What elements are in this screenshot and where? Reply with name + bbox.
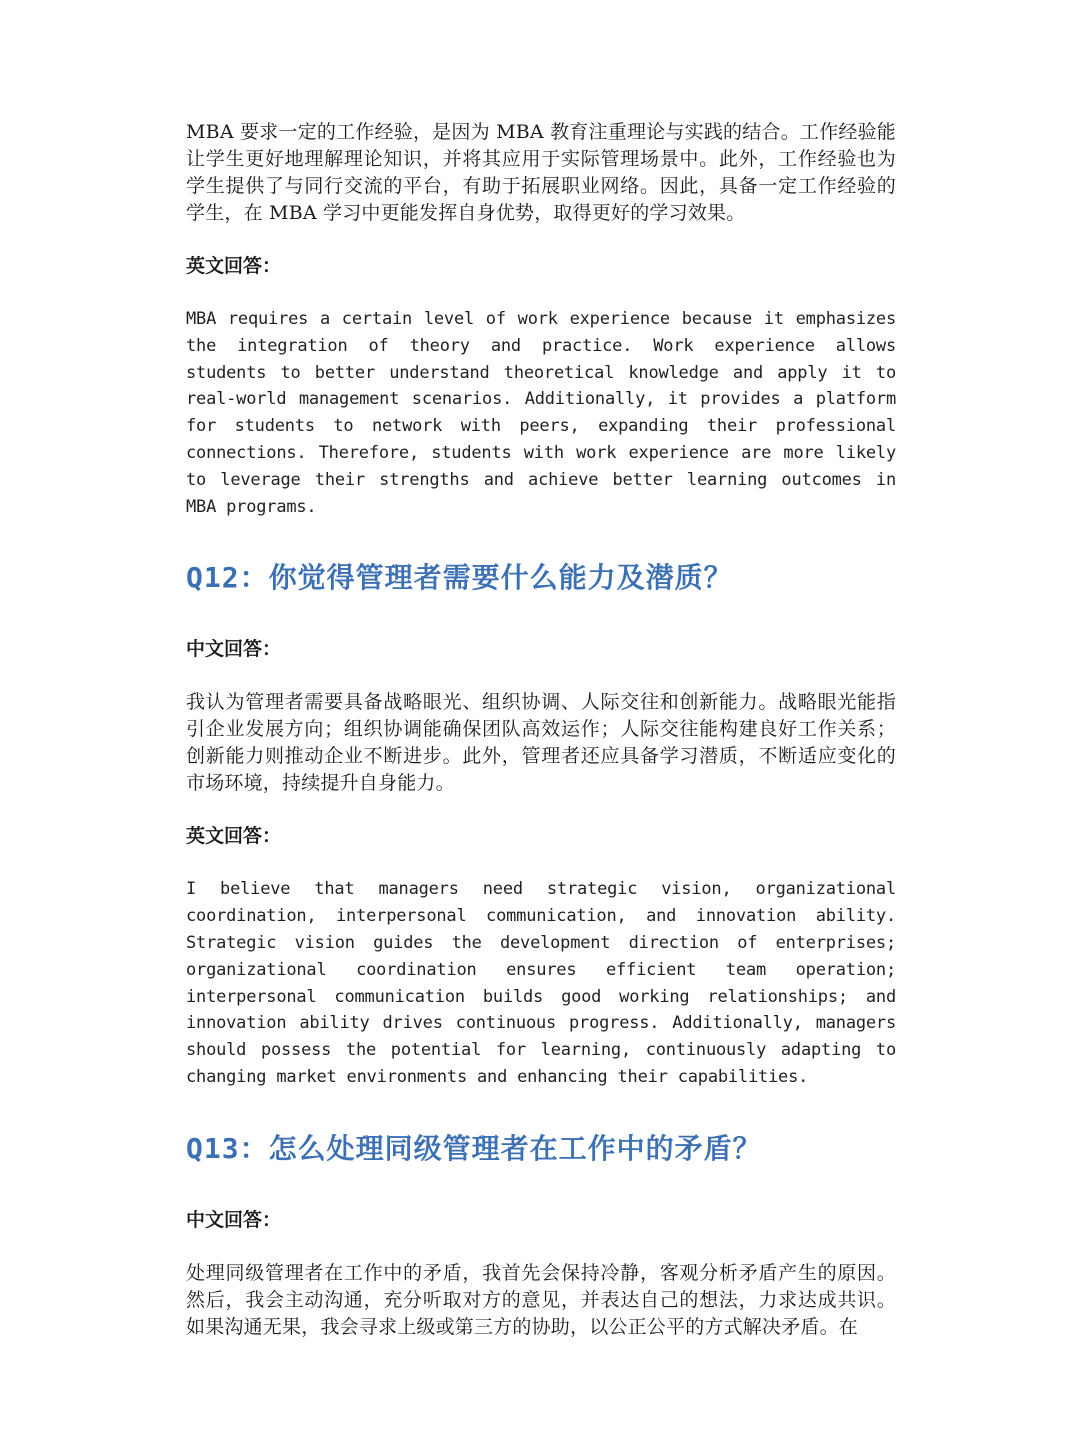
q13-chinese-answer: 处理同级管理者在工作中的矛盾，我首先会保持冷静，客观分析矛盾产生的原因。然后，我会主动沟通，充分听取对方的意见，并表达自己的想法，力求达成共识。如果沟通无果，我会寻求上级或第三方的协助，以公正公平的方式解决矛盾。在 xyxy=(186,1261,896,1338)
q11-english-answer-label: 英文回答： xyxy=(186,255,282,277)
document-page xyxy=(186,119,896,1341)
q12-chinese-answer: 我认为管理者需要具备战略眼光、组织协调、人际交往和创新能力。战略眼光能指引企业发展方向；组织协调能确保团队高效运作；人际交往能构建良好工作关系；创新能力则推动企业不断进步。此外，管理者还应具备学习潜质，不断适应变化的市场环境，持续提升自身能力。 xyxy=(186,691,896,795)
q12-heading: Q12：你觉得管理者需要什么能力及潜质？ xyxy=(186,561,733,595)
q11-chinese-answer: MBA 要求一定的工作经验，是因为 MBA 教育注重理论与实践的结合。工作经验能让学生更好地理解理论知识，并将其应用于实际管理场景中。此外，工作经验也为学生提供了与同行交流的平台，有助于拓展职业网络。因此，具备一定工作经验的学生，在 MBA 学习中更能发挥自身优势，取得更好的学习效果。 xyxy=(186,121,896,224)
q13-heading: Q13：怎么处理同级管理者在工作中的矛盾？ xyxy=(186,1131,762,1165)
q12-english-answer: I believe that managers need strategic vision, organizational coordination, interpersonal communication, and innovation ability. Strategic vision guides the development direction of enterprises; organizational coordination ensures efficient team operation; interpersonal communication builds good working relationships; and innovation ability drives continuous progress. Additionally, managers should possess the potential for learning, continuously adapting to changing market environments and enhancing their capabilities. xyxy=(186,879,896,1087)
q11-english-answer: MBA requires a certain level of work experience because it emphasizes the integration of theory and practice. Work experience allows students to better understand theoretical knowledge and apply it to real-world management scenarios. Additionally, it provides a platform for students to network with peers, expanding their professional connections. Therefore, students with work experience are more likely to leverage their strengths and achieve better learning outcomes in MBA programs. xyxy=(186,309,896,517)
q13-chinese-answer-label: 中文回答： xyxy=(186,1208,282,1231)
q12-english-answer-label: 英文回答： xyxy=(186,825,282,848)
q12-chinese-answer-label: 中文回答： xyxy=(186,638,282,661)
